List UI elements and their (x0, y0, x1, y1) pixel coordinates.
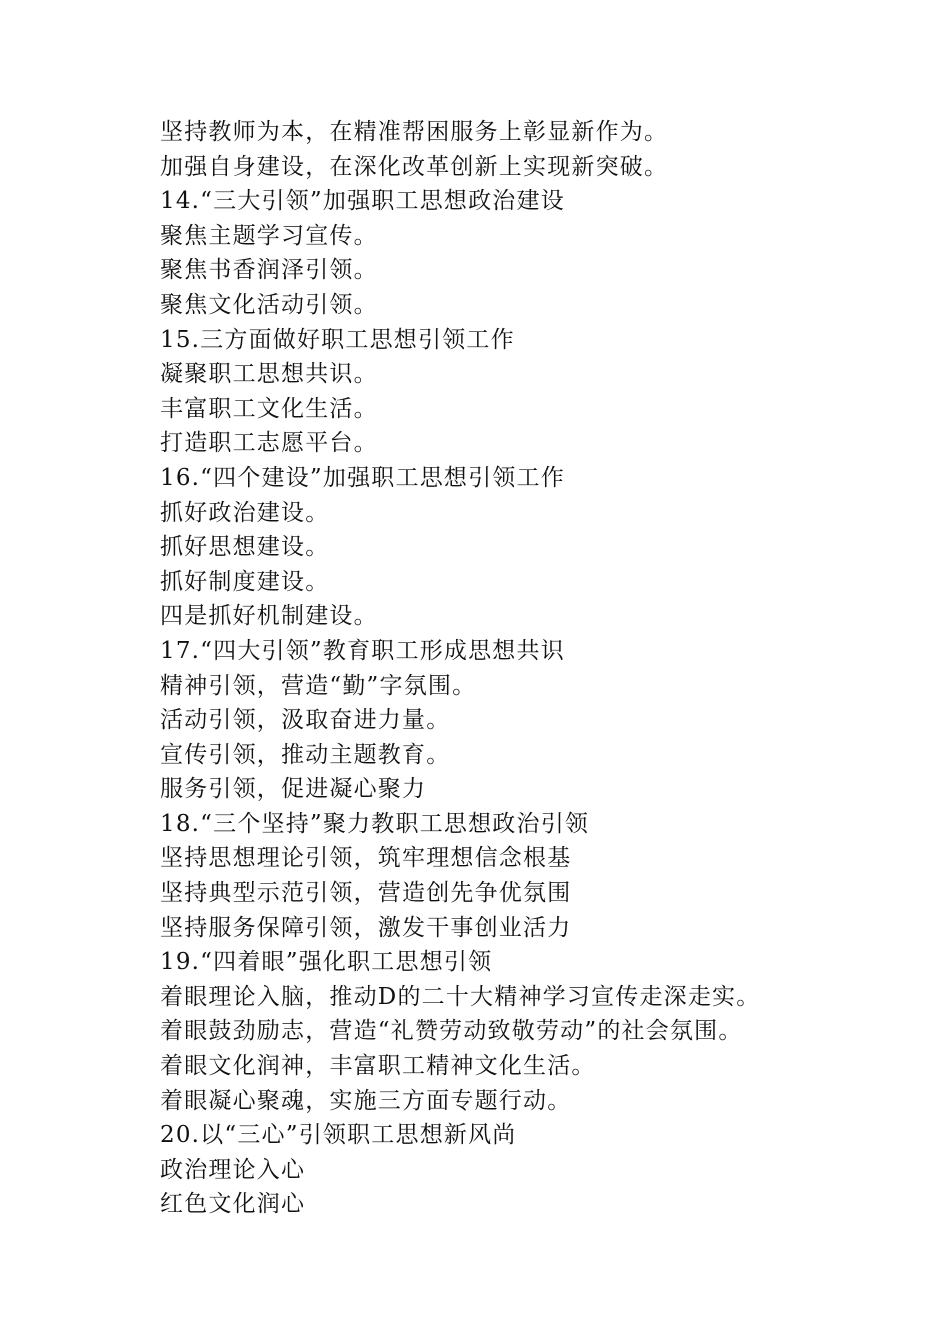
list-item: 红色文化润心 (160, 1191, 306, 1218)
list-item: 坚持思想理论引领，筑牢理想信念根基 (160, 845, 572, 872)
list-item: 凝聚职工思想共识。 (160, 361, 378, 388)
list-item: 聚焦主题学习宣传。 (160, 222, 378, 249)
list-item: 服务引领，促进凝心聚力 (160, 776, 427, 803)
list-item: 加强自身建设，在深化改革创新上实现新突破。 (160, 153, 669, 180)
section-heading: 14.“三大引领”加强职工思想政治建设 (160, 188, 565, 215)
section-heading: 20.以“三心”引领职工思想新风尚 (160, 1122, 517, 1149)
section-heading: 17.“四大引领”教育职工形成思想共识 (160, 637, 565, 664)
section-heading: 19.“四着眼”强化职工思想引领 (160, 949, 493, 976)
list-item: 坚持教师为本，在精准帮困服务上彰显新作为。 (160, 119, 669, 145)
list-item: 着眼文化润神，丰富职工精神文化生活。 (160, 1053, 596, 1080)
section-heading: 18.“三个坚持”聚力教职工思想政治引领 (160, 810, 590, 837)
list-item: 抓好思想建设。 (160, 534, 330, 561)
list-item: 宣传引领，推动主题教育。 (160, 741, 451, 768)
list-item: 聚焦文化活动引领。 (160, 291, 378, 318)
list-item: 着眼理论入脑，推动D的二十大精神学习宣传走深走实。 (160, 983, 761, 1010)
list-item: 着眼凝心聚魂，实施三方面专题行动。 (160, 1087, 572, 1114)
list-item: 抓好政治建设。 (160, 499, 330, 526)
list-item: 抓好制度建设。 (160, 568, 330, 595)
list-item: 着眼鼓劲励志，营造“礼赞劳动致敬劳动”的社会氛围。 (160, 1018, 743, 1045)
list-item: 坚持服务保障引领，激发干事创业活力 (160, 914, 572, 941)
section-heading: 15.三方面做好职工思想引领工作 (160, 326, 515, 353)
list-item: 精神引领，营造“勤”字氛围。 (160, 672, 477, 699)
list-item: 丰富职工文化生活。 (160, 395, 378, 422)
list-item: 聚焦书香润泽引领。 (160, 257, 378, 284)
section-heading: 16.“四个建设”加强职工思想引领工作 (160, 464, 565, 491)
list-item: 活动引领，汲取奋进力量。 (160, 707, 451, 734)
list-item: 四是抓好机制建设。 (160, 603, 378, 630)
document-body (160, 115, 860, 1222)
list-item: 坚持典型示范引领，营造创先争优氛围 (160, 880, 572, 907)
list-item: 打造职工志愿平台。 (160, 430, 378, 457)
list-item: 政治理论入心 (160, 1156, 306, 1183)
